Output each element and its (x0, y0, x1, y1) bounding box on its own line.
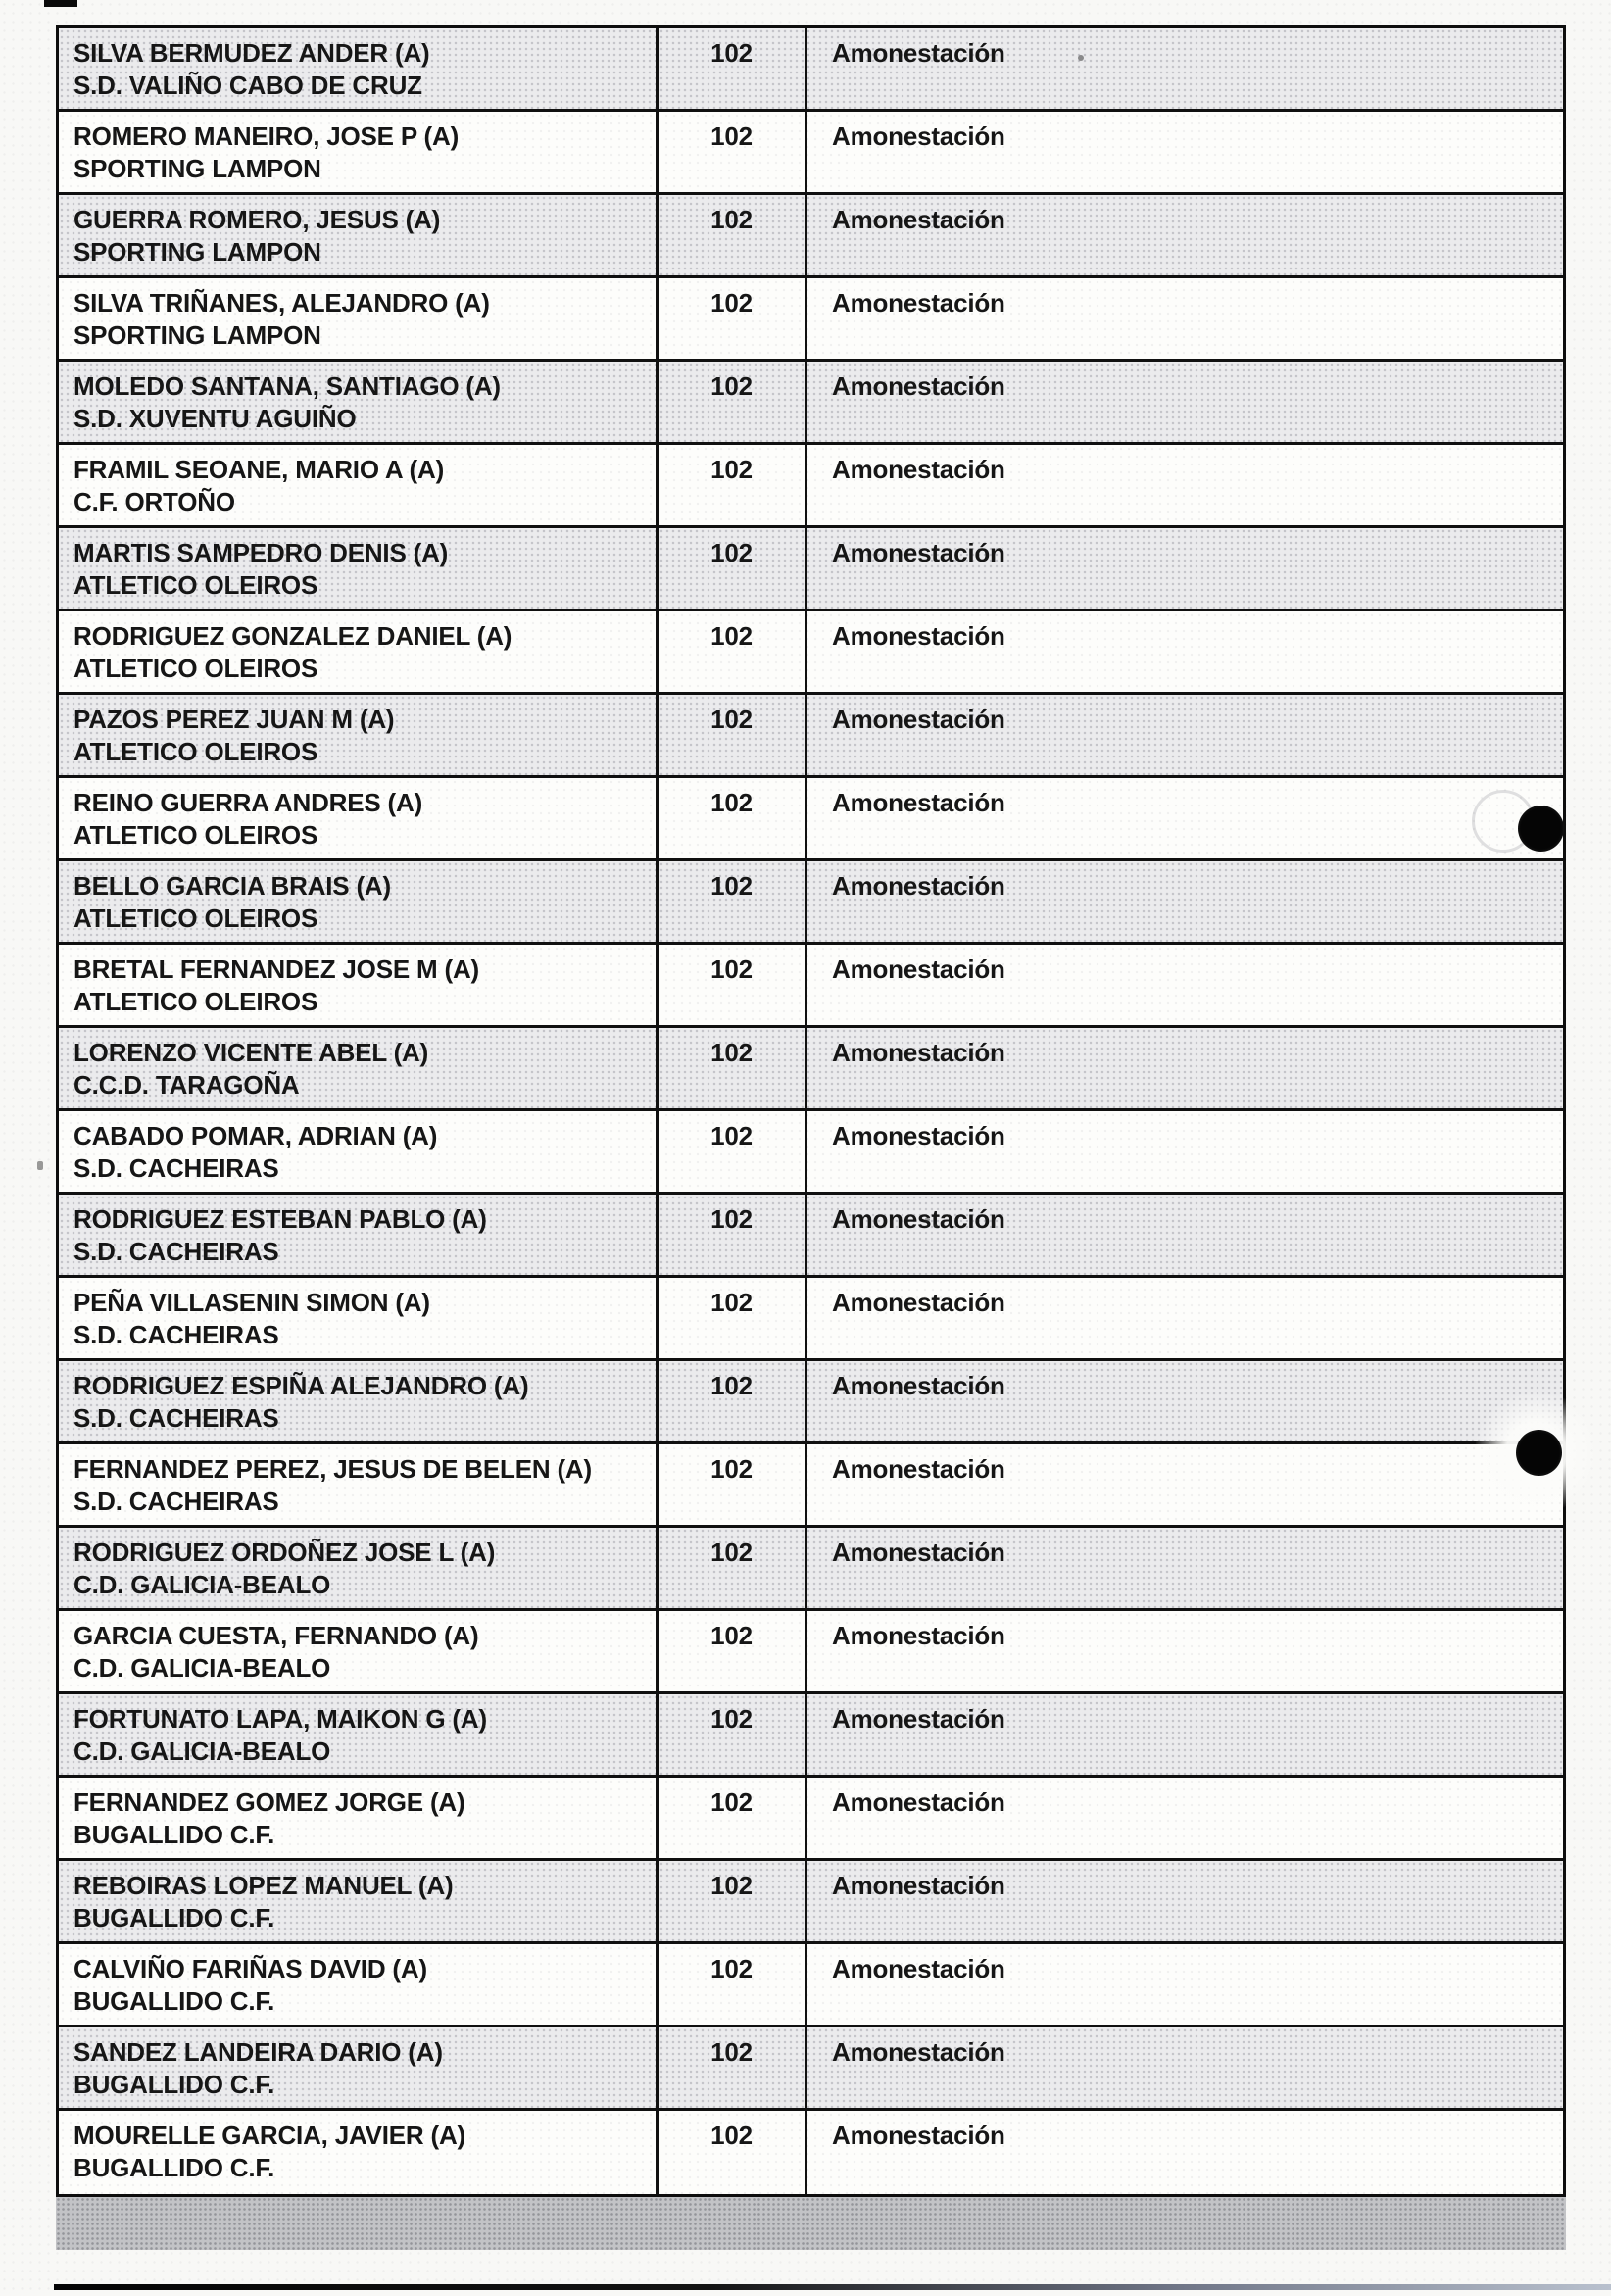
ink-dot (1516, 1430, 1562, 1476)
team-name: S.D. CACHEIRAS (73, 1403, 279, 1433)
sanction-type-cell: Amonestación (832, 1038, 1005, 1067)
player-name: GARCIA CUESTA, FERNANDO (A) (73, 1621, 479, 1650)
sanction-code-cell: 102 (659, 778, 807, 858)
sanction-type-cell: Amonestación (832, 1371, 1005, 1400)
team-name: C.F. ORTOÑO (73, 487, 235, 516)
player-cell (59, 528, 659, 609)
team-name: S.D. CACHEIRAS (73, 1237, 279, 1266)
player-name: ROMERO MANEIRO, JOSE P (A) (73, 122, 460, 151)
table-row (59, 611, 1563, 695)
sanction-code-cell: 102 (659, 1444, 807, 1525)
player-cell (59, 112, 659, 192)
sanctions-table (56, 25, 1566, 2197)
player-name: BELLO GARCIA BRAIS (A) (73, 871, 391, 901)
player-name: FERNANDEZ PEREZ, JESUS DE BELEN (A) (73, 1454, 592, 1484)
sanction-type-cell: Amonestación (832, 1954, 1005, 1983)
player-name: RODRIGUEZ ORDOÑEZ JOSE L (A) (73, 1538, 496, 1567)
player-cell (59, 1611, 659, 1691)
sanction-code-cell: 102 (659, 611, 807, 692)
team-name: S.D. CACHEIRAS (73, 1153, 279, 1183)
table-row (59, 2111, 1563, 2194)
page-bottom-shadow-band (56, 2197, 1566, 2250)
player-name: BRETAL FERNANDEZ JOSE M (A) (73, 954, 479, 984)
table-row (59, 1611, 1563, 1694)
team-name: ATLETICO OLEIROS (73, 737, 318, 766)
player-name: RODRIGUEZ GONZALEZ DANIEL (A) (73, 621, 513, 651)
player-cell (59, 1111, 659, 1192)
sanction-type-cell: Amonestación (832, 871, 1005, 901)
scanner-corner-artifact (44, 0, 77, 7)
scan-speck (37, 1161, 43, 1170)
player-name: PAZOS PEREZ JUAN M (A) (73, 705, 395, 734)
player-cell (59, 1361, 659, 1441)
sanction-type-cell: Amonestación (832, 1704, 1005, 1734)
sanction-code-cell: 102 (659, 1944, 807, 2025)
player-name: MOURELLE GARCIA, JAVIER (A) (73, 2121, 466, 2150)
table-row (59, 112, 1563, 195)
table-row (59, 1444, 1563, 1528)
sanction-type-cell: Amonestación (832, 1204, 1005, 1234)
table-row (59, 2027, 1563, 2111)
sanction-type-cell: Amonestación (832, 1454, 1005, 1484)
sanction-type-cell: Amonestación (832, 371, 1005, 401)
table-row (59, 445, 1563, 528)
team-name: C.D. GALICIA-BEALO (73, 1570, 331, 1599)
sanction-code-cell: 102 (659, 861, 807, 942)
player-cell (59, 1944, 659, 2025)
player-cell (59, 611, 659, 692)
sanction-type-cell: Amonestación (832, 455, 1005, 484)
player-name: SANDEZ LANDEIRA DARIO (A) (73, 2037, 443, 2067)
player-cell (59, 778, 659, 858)
sanction-code-cell: 102 (659, 695, 807, 775)
sanction-code-cell: 102 (659, 1861, 807, 1941)
team-name: S.D. XUVENTU AGUIÑO (73, 404, 357, 433)
sanction-code-cell: 102 (659, 1278, 807, 1358)
player-name: SILVA BERMUDEZ ANDER (A) (73, 38, 430, 68)
table-row (59, 1528, 1563, 1611)
scan-speck (925, 1217, 930, 1222)
sanction-type-cell: Amonestación (832, 621, 1005, 651)
team-name: BUGALLIDO C.F. (73, 2070, 275, 2099)
player-cell (59, 1195, 659, 1275)
sanction-type-cell: Amonestación (832, 1288, 1005, 1317)
player-name: FORTUNATO LAPA, MAIKON G (A) (73, 1704, 487, 1734)
player-cell (59, 861, 659, 942)
team-name: C.D. GALICIA-BEALO (73, 1653, 331, 1683)
player-name: RODRIGUEZ ESPIÑA ALEJANDRO (A) (73, 1371, 529, 1400)
table-row (59, 1944, 1563, 2027)
table-row (59, 1361, 1563, 1444)
sanction-code-cell: 102 (659, 1028, 807, 1108)
sanction-type-cell: Amonestación (832, 2121, 1005, 2150)
player-cell (59, 1528, 659, 1608)
sanction-type-cell: Amonestación (832, 954, 1005, 984)
table-row (59, 1861, 1563, 1944)
team-name: BUGALLIDO C.F. (73, 1986, 275, 2016)
scan-speck (934, 1224, 938, 1228)
sanction-type-cell: Amonestación (832, 2037, 1005, 2067)
table-row (59, 1778, 1563, 1861)
team-name: ATLETICO OLEIROS (73, 904, 318, 933)
scan-speck (1078, 55, 1084, 61)
team-name: C.D. GALICIA-BEALO (73, 1736, 331, 1766)
player-name: CABADO POMAR, ADRIAN (A) (73, 1121, 438, 1150)
player-name: CALVIÑO FARIÑAS DAVID (A) (73, 1954, 427, 1983)
table-row (59, 945, 1563, 1028)
team-name: ATLETICO OLEIROS (73, 570, 318, 600)
sanction-code-cell: 102 (659, 1694, 807, 1775)
player-cell (59, 1444, 659, 1525)
player-cell (59, 278, 659, 359)
player-cell (59, 1278, 659, 1358)
ink-dot (1518, 806, 1564, 852)
scan-bottom-edge-line (54, 2284, 1611, 2290)
table-row (59, 695, 1563, 778)
table-row (59, 1028, 1563, 1111)
sanction-code-cell: 102 (659, 528, 807, 609)
table-row (59, 362, 1563, 445)
sanction-code-cell: 102 (659, 1111, 807, 1192)
player-name: RODRIGUEZ ESTEBAN PABLO (A) (73, 1204, 487, 1234)
team-name: S.D. CACHEIRAS (73, 1487, 279, 1516)
sanction-code-cell: 102 (659, 195, 807, 275)
team-name: ATLETICO OLEIROS (73, 820, 318, 850)
team-name: ATLETICO OLEIROS (73, 987, 318, 1016)
sanction-type-cell: Amonestación (832, 1871, 1005, 1900)
player-cell (59, 2111, 659, 2194)
player-name: MARTIS SAMPEDRO DENIS (A) (73, 538, 449, 567)
table-row (59, 778, 1563, 861)
team-name: SPORTING LAMPON (73, 237, 321, 267)
sanction-type-cell: Amonestación (832, 38, 1005, 68)
table-row (59, 1278, 1563, 1361)
player-name: SILVA TRIÑANES, ALEJANDRO (A) (73, 288, 490, 318)
sanction-code-cell: 102 (659, 1778, 807, 1858)
player-name: REBOIRAS LOPEZ MANUEL (A) (73, 1871, 454, 1900)
sanction-type-cell: Amonestación (832, 1538, 1005, 1567)
table-row (59, 1195, 1563, 1278)
sanction-code-cell: 102 (659, 1611, 807, 1691)
table-row (59, 528, 1563, 611)
team-name: S.D. CACHEIRAS (73, 1320, 279, 1349)
sanction-code-cell: 102 (659, 28, 807, 109)
table-row (59, 1694, 1563, 1778)
sanction-code-cell: 102 (659, 278, 807, 359)
player-name: LORENZO VICENTE ABEL (A) (73, 1038, 429, 1067)
player-name: FERNANDEZ GOMEZ JORGE (A) (73, 1787, 465, 1817)
player-name: GUERRA ROMERO, JESUS (A) (73, 205, 441, 234)
player-cell (59, 362, 659, 442)
team-name: BUGALLIDO C.F. (73, 1903, 275, 1932)
player-name: FRAMIL SEOANE, MARIO A (A) (73, 455, 445, 484)
table-row (59, 861, 1563, 945)
team-name: SPORTING LAMPON (73, 154, 321, 183)
sanction-type-cell: Amonestación (832, 788, 1005, 817)
team-name: S.D. VALIÑO CABO DE CRUZ (73, 71, 422, 100)
player-name: MOLEDO SANTANA, SANTIAGO (A) (73, 371, 501, 401)
player-cell (59, 1861, 659, 1941)
team-name: SPORTING LAMPON (73, 320, 321, 350)
sanction-code-cell: 102 (659, 945, 807, 1025)
sanction-type-cell: Amonestación (832, 205, 1005, 234)
table-row (59, 195, 1563, 278)
team-name: BUGALLIDO C.F. (73, 2153, 275, 2182)
player-cell (59, 2027, 659, 2108)
player-cell (59, 445, 659, 525)
sanction-code-cell: 102 (659, 445, 807, 525)
player-cell (59, 28, 659, 109)
player-cell (59, 1694, 659, 1775)
sanction-type-cell: Amonestación (832, 1621, 1005, 1650)
player-cell (59, 195, 659, 275)
table-row (59, 1111, 1563, 1195)
sanction-code-cell: 102 (659, 1195, 807, 1275)
sanction-type-cell: Amonestación (832, 538, 1005, 567)
team-name: C.C.D. TARAGOÑA (73, 1070, 300, 1099)
player-cell (59, 1028, 659, 1108)
table-row (59, 278, 1563, 362)
sanction-type-cell: Amonestación (832, 1121, 1005, 1150)
sanction-code-cell: 102 (659, 362, 807, 442)
player-name: REINO GUERRA ANDRES (A) (73, 788, 423, 817)
sanction-type-cell: Amonestación (832, 1787, 1005, 1817)
sanction-code-cell: 102 (659, 1528, 807, 1608)
team-name: BUGALLIDO C.F. (73, 1820, 275, 1849)
sanction-code-cell: 102 (659, 2111, 807, 2194)
sanction-code-cell: 102 (659, 2027, 807, 2108)
player-cell (59, 945, 659, 1025)
table-row (59, 28, 1563, 112)
player-name: PEÑA VILLASENIN SIMON (A) (73, 1288, 430, 1317)
player-cell (59, 695, 659, 775)
team-name: ATLETICO OLEIROS (73, 654, 318, 683)
sanction-type-cell: Amonestación (832, 288, 1005, 318)
sanction-type-cell: Amonestación (832, 122, 1005, 151)
player-cell (59, 1778, 659, 1858)
sanction-type-cell: Amonestación (832, 705, 1005, 734)
sanction-code-cell: 102 (659, 1361, 807, 1441)
sanction-code-cell: 102 (659, 112, 807, 192)
